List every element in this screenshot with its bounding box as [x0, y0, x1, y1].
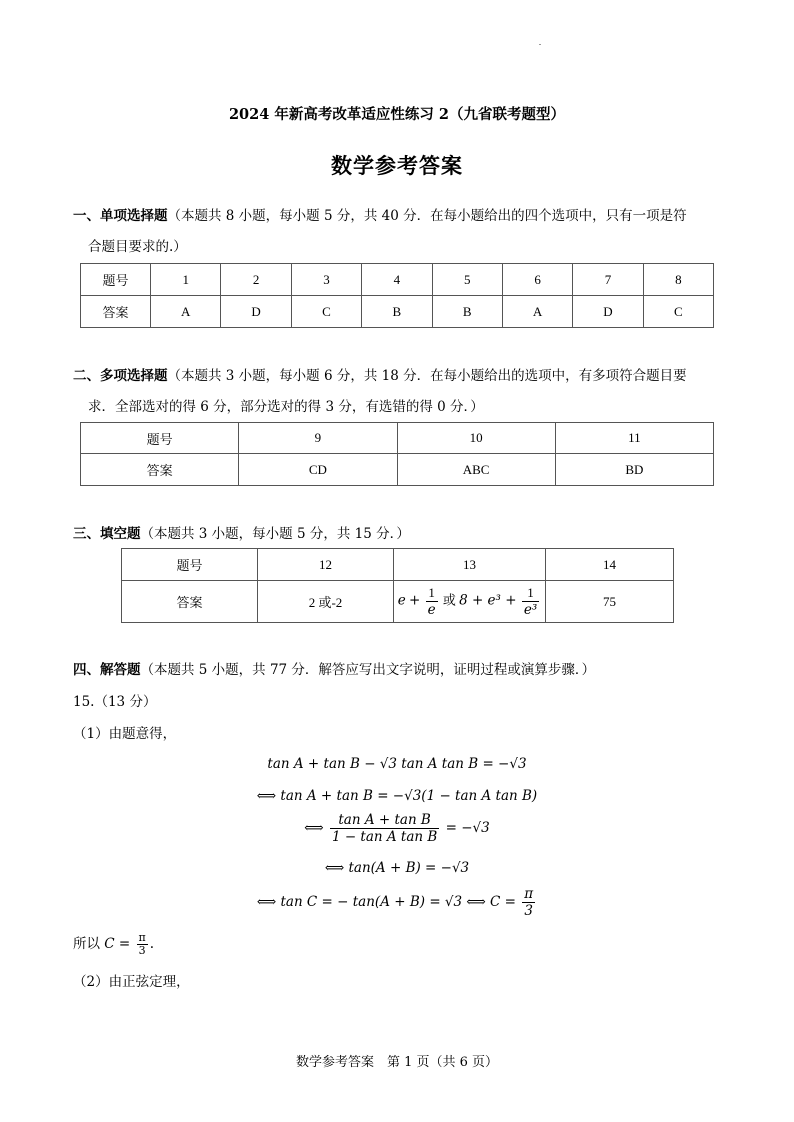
table-row — [122, 549, 674, 581]
paper-title: 2024 年新高考改革适应性练习 2（九省联考题型） — [228, 106, 566, 123]
answer-cell: 2 或-2 — [258, 581, 394, 623]
table-row — [81, 264, 714, 296]
question-number: 6 — [502, 264, 572, 296]
question-15-label: 15.（13 分） — [73, 694, 157, 710]
fraction: $\frac{\pi}{3}$ — [138, 931, 146, 957]
answer-cell: A — [151, 296, 221, 328]
section-3-heading: 三、填空题 — [73, 526, 141, 542]
answer-cell: C — [643, 296, 713, 328]
row-label: 题号 — [122, 549, 258, 581]
section-3-description: （本题共 3 小题，每小题 5 分，共 15 分．） — [140, 526, 410, 542]
page-footer: 数学参考答案 第 1 页（共 6 页） — [295, 1055, 499, 1070]
section-1-description: （本题共 8 小题，每小题 5 分，共 40 分．在每小题给出的四个选项中，只有一项是符 — [167, 208, 687, 224]
row-label: 答案 — [81, 296, 151, 328]
section-4-description: （本题共 5 小题，共 77 分．解答应写出文字说明，证明过程或演算步骤．） — [140, 662, 596, 678]
section-1-description-cont: 合题目要求的.） — [88, 239, 187, 255]
row-label: 题号 — [81, 264, 151, 296]
question-number: 11 — [555, 423, 713, 454]
part-2-intro: （2）由正弦定理， — [73, 974, 190, 990]
question-number: 2 — [221, 264, 291, 296]
question-number: 5 — [432, 264, 502, 296]
part-1-conclusion: 所以 C = $\frac{\pi}{3}$ . — [73, 931, 155, 957]
page-title: 数学参考答案 — [331, 153, 463, 178]
equation-4: ⟺ tan(A + B) = −√3 — [324, 860, 470, 876]
section-2-description: （本题共 3 小题，每小题 6 分，共 18 分．在每小题给出的选项中，有多项符合题目要 — [167, 368, 687, 384]
equation-1: tan A + tan B − √3 tan A tan B = −√3 — [267, 756, 527, 772]
row-label: 题号 — [81, 423, 239, 454]
question-number: 12 — [258, 549, 394, 581]
fraction: $\frac{\pi}{3}$ — [524, 886, 534, 919]
fraction: $\frac{\text{tan A + tan B}}{\text{1 − tan A tan B}}$ — [331, 812, 438, 845]
answer-cell: B — [362, 296, 432, 328]
answer-cell: CD — [239, 454, 397, 486]
section-4-heading-line — [73, 660, 595, 680]
question-number: 3 — [291, 264, 361, 296]
table-row — [81, 296, 714, 328]
table-row — [81, 454, 714, 486]
section-1-heading: 一、单项选择题 — [73, 208, 168, 224]
answer-cell: 75 — [546, 581, 674, 623]
answer-cell: D — [221, 296, 291, 328]
question-number: 10 — [397, 423, 555, 454]
equation-2: ⟺ tan A + tan B = −√3(1 − tan A tan B) — [256, 788, 538, 804]
part-1-intro: （1）由题意得， — [73, 726, 177, 742]
question-number: 13 — [394, 549, 546, 581]
question-number: 7 — [573, 264, 643, 296]
answer-cell: D — [573, 296, 643, 328]
row-label: 答案 — [81, 454, 239, 486]
section-2-heading-line — [73, 366, 733, 386]
answer-cell: C — [291, 296, 361, 328]
question-number: 1 — [151, 264, 221, 296]
section-1-heading-line — [73, 206, 733, 226]
equation-5: ⟺ tan C = − tan(A + B) = √3 ⟺ C = $\frac{\pi}{3}$ — [256, 886, 534, 919]
scan-dot — [539, 44, 541, 45]
section-1-table — [80, 263, 714, 328]
table-row — [81, 423, 714, 454]
fraction: $\frac{1}{e}$ — [427, 585, 436, 618]
question-number: 8 — [643, 264, 713, 296]
question-number: 14 — [546, 549, 674, 581]
section-2-table — [80, 422, 714, 486]
section-3-heading-line — [73, 524, 410, 544]
fraction: $\frac{1}{\text{e³}}$ — [523, 585, 538, 618]
equation-3: ⟺ $\frac{\text{tan A + tan B}}{\text{1 − tan A tan B}}$ = −√3 — [304, 812, 490, 845]
answer-cell: ABC — [397, 454, 555, 486]
section-2-heading: 二、多项选择题 — [73, 368, 168, 384]
section-2-description-cont: 求．全部选对的得 6 分，部分选对的得 3 分，有选错的得 0 分．） — [88, 399, 484, 415]
answer-cell: B — [432, 296, 502, 328]
question-number: 4 — [362, 264, 432, 296]
answer-cell-13: e + $\frac{1}{e}$ 或 8 + e³ + $\frac{1}{\text{e³}}$ — [394, 581, 546, 623]
answer-cell: BD — [555, 454, 713, 486]
section-4-heading: 四、解答题 — [73, 662, 141, 678]
table-row — [122, 581, 674, 623]
answer-cell: A — [502, 296, 572, 328]
section-3-table — [121, 548, 674, 623]
row-label: 答案 — [122, 581, 258, 623]
question-number: 9 — [239, 423, 397, 454]
